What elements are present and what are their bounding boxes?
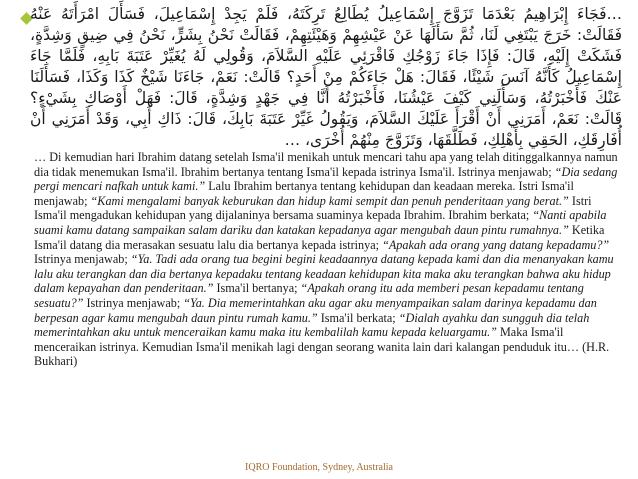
text-segment: Istri Isma'il mengadukan kehidupan yang dijalaninya bersama suaminya kepada Ibrahim. Ibrahim berkata; xyxy=(34,193,592,223)
text-segment: Isma'il bertanya; xyxy=(213,281,301,296)
text-segment: Ketika Isma'il datang dia merasakan sesuatu lalu dia bertanya kepada istrinya; xyxy=(34,222,605,252)
text-segment: Isma'il berkata; xyxy=(317,310,399,325)
quote-segment: “Kami mengalami banyak keburukan dan hidup kami sempit dan penuh penderitaan yang berat.” xyxy=(90,193,569,208)
text-segment: Istrinya menjawab; xyxy=(34,252,131,267)
quote-segment: “Nanti apabila suami kamu datang sampaikan salam dariku dan katakan kepadanya agar mengubah daun pintu rumahnya.” xyxy=(34,208,607,237)
quote-segment: “Dialah ayahku dan sungguh dia telah memerintahkan aku untuk menceraikan kamu maka itu kembalilah kamu kepada keluargamu.” xyxy=(34,310,590,340)
text-segment: Maka Isma'il menceraikan istrinya. Kemudian Isma'il menikah lagi dengan seorang wanita lain dari kalangan penduduk itu… (H.R. Bukhari) xyxy=(34,325,610,369)
footer-credit: IQRO Foundation, Sydney, Australia xyxy=(245,462,393,473)
text-segment: Istrinya menjawab; xyxy=(83,295,184,310)
text-segment: … Di kemudian hari Ibrahim datang setelah Isma'il menikah untuk mencari tahu apa yang telah ditinggalkannya namun dia tidak menemukan Isma'il. Ibrahim bertanya tentang Isma'il kepada istrinya Isma'il. Istrinya menjawab; xyxy=(34,150,618,179)
arabic-hadith-text: …فَجَاءَ إِبْرَاهِيمُ بَعْدَمَا تَزَوَّجَ إِسْمَاعِيلُ يُطَالِعُ تَرِكَتَهُ، فَلَمْ يَجِدْ إِسْمَاعِيلَ، فَسَأَلَ امْرَأَتَهُ عَنْهُ فَقَالَتْ: خَرَجَ يَبْتَغِي لَنَا، ثُمَّ سَأَلَهَا عَنْ عَيْشِهِمْ وَهَيْئَتِهِمْ، فَقَالَتْ نَحْنُ بِشَرٍّ، نَحْنُ فِي ضِيقٍ وَشِدَّةٍ، فَشَكَتْ إِلَيْهِ، قَالَ: فَإِذَا جَاءَ زَوْجُكِ فَاقْرَئِي عَلَيْهِ السَّلاَمَ، وَقُولِي لَهُ يُغَيِّرْ عَتَبَةَ بَابِهِ، فَلَمَّا جَاءَ إِسْمَاعِيلُ كَأَنَّهُ آنَسَ شَيْئًا، فَقَالَ: هَلْ جَاءَكُمْ مِنْ أَحَدٍ؟ قَالَتْ: نَعَمْ، جَاءَنَا شَيْخٌ كَذَا وَكَذَا، فَسَأَلَنَا عَنْكَ فَأَخْبَرْتُهُ، وَسَأَلَنِي كَيْفَ عَيْشُنَا، فَأَخْبَرْتُهُ أَنَّا فِي جَهْدٍ وَشِدَّةٍ، قَالَ: فَهَلْ أَوْصَاكِ بِشَيْءٍ؟ قَالَتْ: نَعَمْ، أَمَرَنِي أَنْ أَقْرَأَ عَلَيْكَ السَّلاَمَ، وَيَقُولُ غَيِّرْ عَتَبَةَ بَابِكَ، قَالَ: ذَاكِ أَبِي، وَقَدْ أَمَرَنِي أَنْ أُفَارِقَكِ، الحَقِي بِأَهْلِكِ، فَطَلَّقَهَا، وَتَزَوَّجَ مِنْهُمْ أُخْرَى، … xyxy=(30,5,622,149)
quote-segment: “Dia sedang pergi mencari nafkah untuk kami.” xyxy=(34,164,618,194)
quote-segment: “Ya. Tadi ada orang tua begini begini keadaannya datang kepada kami dan dia menanyakan kamu lalu aku terangkan dan dia bertanya kepadaku tentang keadaan kehidupan kita maka aku terangkan bahwa aku hidup dalam kepayahan dan penderitaan.” xyxy=(34,252,614,296)
quote-segment: “Ya. Dia memerintahkan aku agar aku menyampaikan salam darinya kepadamu dan berpesan agar kamu mengubah daun pintu rumah kamu.” xyxy=(34,295,597,325)
quote-segment: “Apakah ada orang yang datang kepadamu?” xyxy=(382,237,610,252)
text-segment: Lalu Ibrahim bertanya tentang kehidupan dan keadaan mereka. Istri Isma'il menjawab; xyxy=(34,179,574,208)
indonesian-translation xyxy=(34,150,618,369)
quote-segment: “Apakah orang itu ada memberi pesan kepadamu tentang sesuatu?” xyxy=(34,281,584,310)
